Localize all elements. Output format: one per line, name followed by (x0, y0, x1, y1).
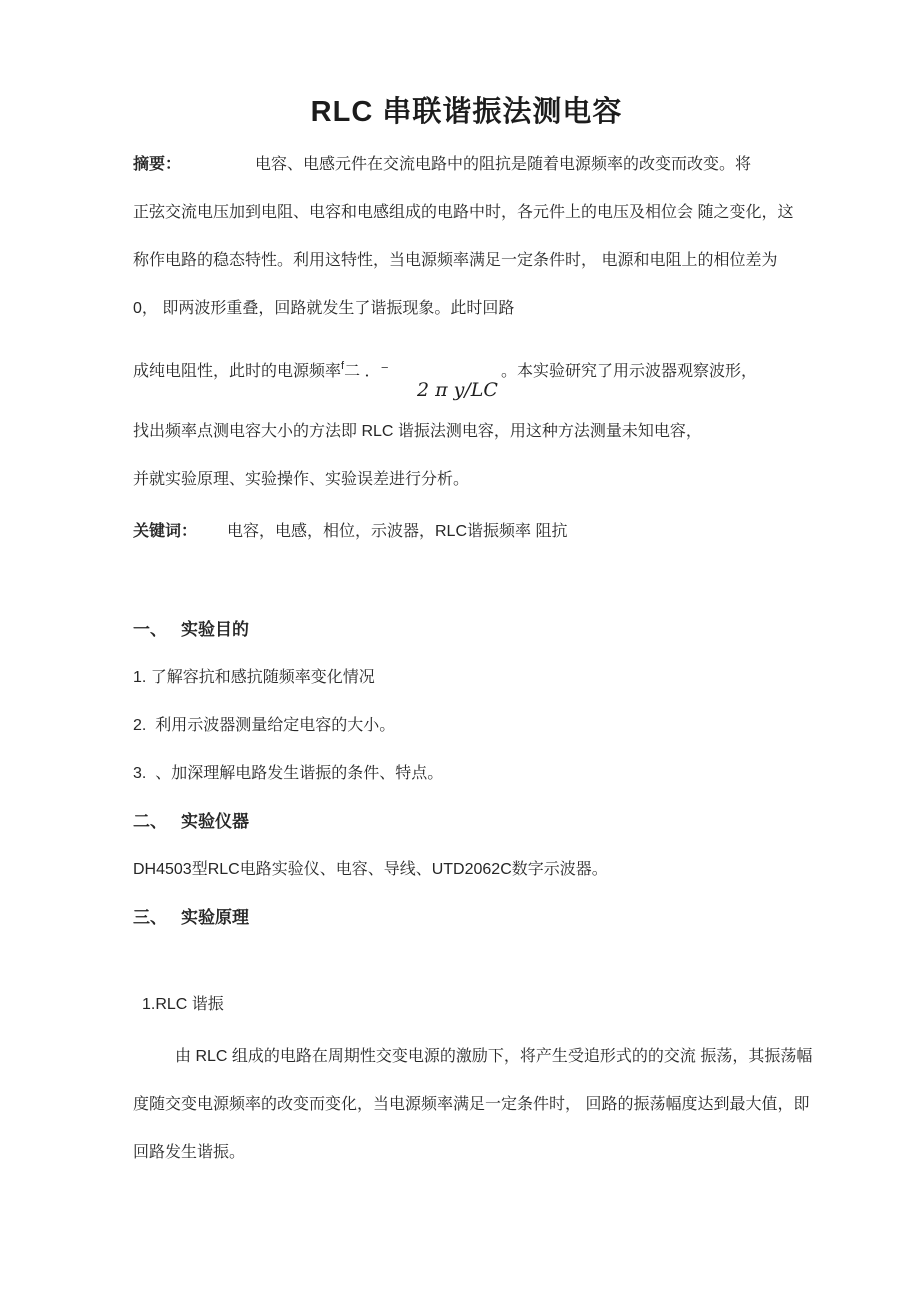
formula-denominator: 2 π y/LC (417, 379, 498, 401)
keywords-label: 关键词： (133, 523, 198, 540)
formula-f-symbol: f (341, 360, 345, 372)
abstract-line-2: 正弦交流电压加到电阻、电容和电感组成的电路中时，各元件上的电压及相位会 随之变化，这 (133, 204, 794, 221)
abstract-line-3: 称作电路的稳态特性。利用这特性，当电源频率满足一定条件时， 电源和电阻上的相位差为 (133, 252, 778, 269)
section-1-item-1: 1. 了解容抗和感抗随频率变化情况 (133, 669, 375, 686)
formula-line (133, 348, 800, 408)
section-2-heading (133, 798, 800, 846)
section-3-heading (133, 894, 800, 942)
abstract-line-4: 0， 即两波形重叠，回路就发生了谐振现象。此时回路 (133, 300, 515, 317)
abstract-line-1 (133, 141, 800, 189)
document-title: RLC 串联谐振法测电容 (310, 96, 623, 128)
section-3-paragraph-line-2: 度随交变电源频率的改变而变化，当电源频率满足一定条件时， 回路的振荡幅度达到最大值，即 (133, 1096, 810, 1113)
formula-equals: 二 ．⁻ (344, 363, 389, 380)
section-1-item-3: 3. 、加深理解电路发生谐振的条件、特点。 (133, 765, 444, 782)
abstract-label: 摘要： (133, 156, 182, 173)
section-2-number: 二、 (133, 812, 167, 831)
section-2-body: DH4503型RLC电路实验仪、电容、导线、UTD2062C数字示波器。 (133, 861, 608, 878)
section-1-item-2: 2. 利用示波器测量给定电容的大小。 (133, 717, 396, 734)
keywords-text: 电容，电感，相位，示波器，RLC谐振频率 阻抗 (227, 523, 568, 540)
keywords-line (133, 508, 800, 556)
section-3-paragraph-line-3: 回路发生谐振。 (133, 1144, 246, 1161)
section-1-number: 一、 (133, 620, 167, 639)
section-2-title: 实验仪器 (181, 812, 249, 831)
abstract-line-7: 并就实验原理、实验操作、实验误差进行分析。 (133, 471, 470, 488)
section-3-title: 实验原理 (181, 908, 249, 927)
section-3-subheading: 1.RLC 谐振 (142, 996, 224, 1013)
abstract-text-1: 电容、电感元件在交流电路中的阻抗是随着电源频率的改变而改变。将 (255, 156, 752, 173)
section-1-title: 实验目的 (181, 620, 249, 639)
section-1-heading (133, 606, 800, 654)
abstract-line-6: 找出频率点测电容大小的方法即 RLC 谐振法测电容，用这种方法测量未知电容， (133, 423, 702, 440)
formula-suffix: 。本实验研究了用示波器观察波形， (500, 363, 757, 380)
section-3-paragraph-line-1: 由 RLC 组成的电路在周期性交变电源的激励下，将产生受追形式的的交流 振荡，其振荡幅 (175, 1048, 813, 1065)
section-3-number: 三、 (133, 908, 167, 927)
formula-prefix: 成纯电阻性，此时的电源频率 (133, 363, 342, 380)
